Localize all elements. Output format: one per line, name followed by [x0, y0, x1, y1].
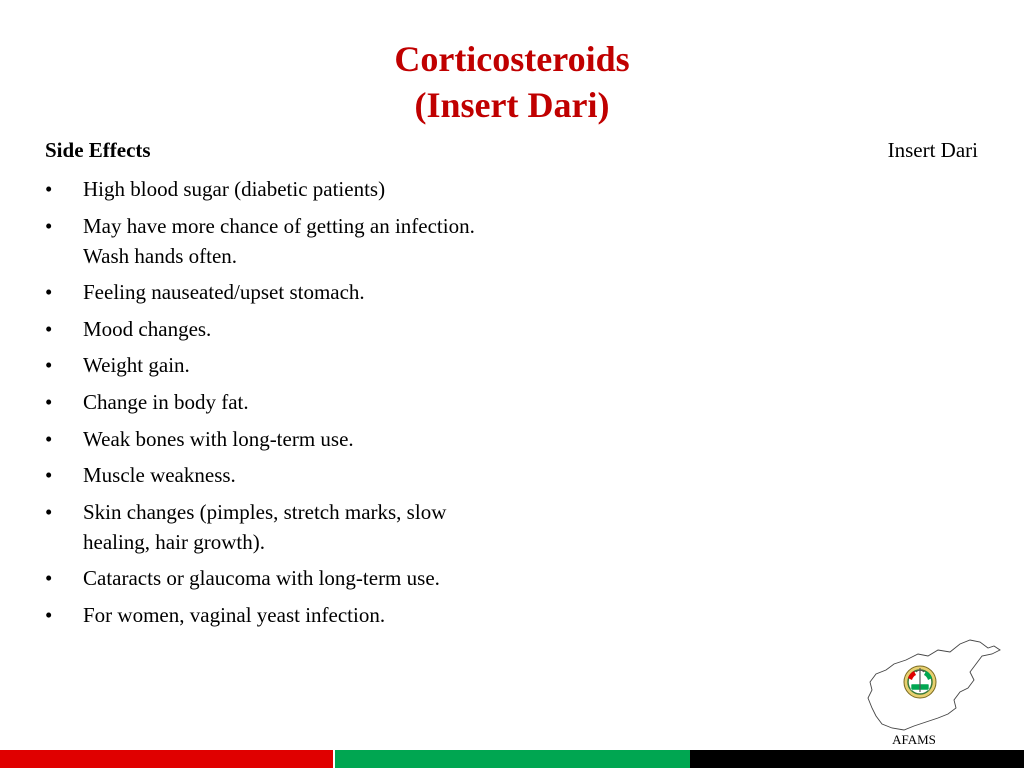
slide-title	[0, 36, 1024, 128]
bullet-icon: •	[45, 566, 53, 591]
list-item-text: Muscle weakness.	[83, 463, 236, 488]
list-item	[45, 563, 485, 593]
list-item-text: For women, vaginal yeast infection.	[83, 602, 386, 627]
logo-caption: AFAMS	[892, 732, 936, 747]
bullet-icon: •	[45, 280, 53, 305]
list-item	[45, 174, 485, 204]
flag-green-segment	[335, 750, 690, 768]
list-item	[45, 460, 485, 490]
bullet-icon: •	[45, 499, 53, 524]
bullet-icon: •	[45, 463, 53, 488]
translation-placeholder: Insert Dari	[887, 138, 978, 162]
list-item-text: Weak bones with long-term use.	[83, 426, 354, 451]
title-line-2: (Insert Dari)	[414, 85, 610, 125]
list-item-text: Weight gain.	[83, 353, 190, 378]
list-item	[45, 211, 485, 271]
bullet-icon: •	[45, 426, 53, 451]
flag-black-segment	[690, 750, 1024, 768]
list-item	[45, 600, 485, 630]
side-effects-list	[45, 174, 485, 637]
list-item-text: Change in body fat.	[83, 389, 249, 414]
section-heading: Side Effects	[45, 138, 151, 162]
list-item-text: Skin changes (pimples, stretch marks, slow healing, hair growth).	[83, 499, 447, 554]
list-item	[45, 497, 485, 557]
bullet-icon: •	[45, 389, 53, 414]
list-item-text: May have more chance of getting an infection. Wash hands often.	[83, 213, 475, 268]
bullet-icon: •	[45, 316, 53, 341]
list-item-text: Mood changes.	[83, 316, 212, 341]
afghanistan-map-emblem-icon	[864, 634, 1004, 734]
list-item	[45, 314, 485, 344]
bullet-icon: •	[45, 602, 53, 627]
list-item	[45, 277, 485, 307]
list-item	[45, 387, 485, 417]
bullet-icon: •	[45, 177, 53, 201]
list-item-text: Feeling nauseated/upset stomach.	[83, 280, 365, 305]
list-item	[45, 350, 485, 380]
bullet-icon: •	[45, 213, 53, 238]
flag-red-segment	[0, 750, 333, 768]
list-item	[45, 424, 485, 454]
flag-color-bar	[0, 750, 1024, 768]
list-item-text: Cataracts or glaucoma with long-term use.	[83, 566, 440, 591]
title-line-1: Corticosteroids	[394, 39, 630, 79]
list-item-text: High blood sugar (diabetic patients)	[83, 177, 386, 201]
bullet-icon: •	[45, 353, 53, 378]
